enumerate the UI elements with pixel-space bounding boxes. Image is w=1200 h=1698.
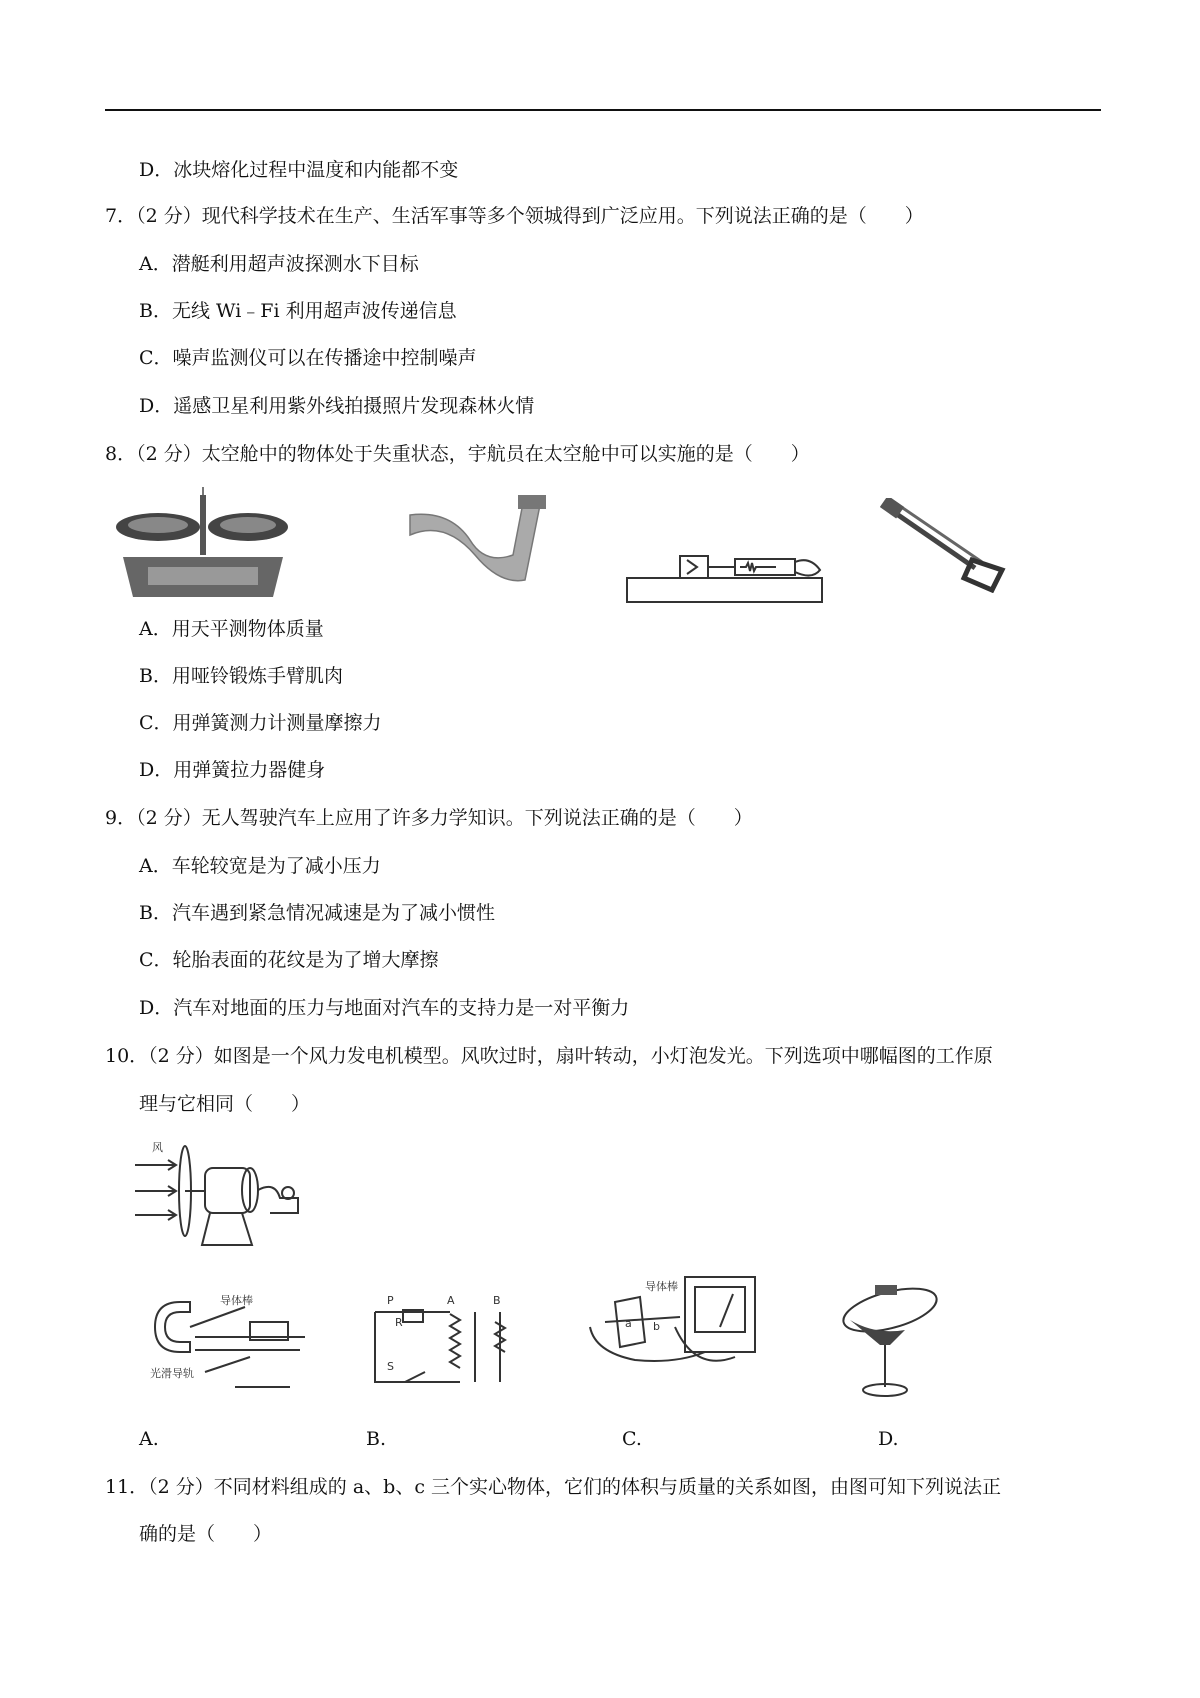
q9-stem: 9．（2 分）无人驾驶汽车上应用了许多力学知识。下列说法正确的是（ ） (105, 807, 753, 829)
q10-option-label-d: D. (878, 1428, 899, 1450)
smooth-rail-label: 光滑导轨 (150, 1367, 194, 1380)
q7-option-c: C．噪声监测仪可以在传播途中控制噪声 (139, 347, 477, 369)
option-d-figure (835, 1275, 945, 1400)
spring-scale-friction-image (625, 550, 830, 605)
option-c-figure (585, 1272, 765, 1402)
q7-option-a: A．潜艇利用超声波探测水下目标 (139, 253, 419, 275)
q7-stem: 7．（2 分）现代科学技术在生产、生活军事等多个领城得到广泛应用。下列说法正确的是（ ） (105, 205, 924, 227)
dumbbell-arm-image (405, 495, 555, 595)
q8-stem: 8．（2 分）太空舱中的物体处于失重状态，宇航员在太空舱中可以实施的是（ ） (105, 443, 810, 465)
header-rule (105, 109, 1101, 111)
label-a: A (447, 1294, 455, 1307)
q9-option-a: A．车轮较宽是为了减小压力 (139, 855, 381, 877)
q9-option-d: D．汽车对地面的压力与地面对汽车的支持力是一对平衡力 (139, 997, 630, 1019)
balance-scale-image (108, 487, 298, 602)
q10-option-label-c: C. (622, 1428, 642, 1450)
label-s: S (387, 1360, 394, 1373)
conductor-rod-label-c: 导体棒 (645, 1280, 678, 1293)
conductor-rod-label: 导体棒 (220, 1294, 253, 1307)
q11-stem-line2: 确的是（ ） (139, 1523, 273, 1545)
q10-option-label-b: B. (366, 1428, 387, 1450)
q9-option-b: B．汽车遇到紧急情况减速是为了减小惯性 (139, 902, 495, 924)
q7-option-d: D．遥感卫星利用紫外线拍摄照片发现森林火情 (139, 395, 535, 417)
chest-expander-image (880, 498, 1010, 593)
wind-label: 风 (152, 1141, 163, 1154)
q7-option-b: B．无线 Wi﹣Fi 利用超声波传递信息 (139, 300, 457, 322)
q6-option-d: D．冰块熔化过程中温度和内能都不变 (139, 159, 459, 181)
option-b-figure (365, 1292, 525, 1392)
option-a-figure (150, 1292, 310, 1392)
label-a-c: a (625, 1317, 632, 1330)
wind-generator-image (130, 1133, 310, 1248)
q10-stem-line2: 理与它相同（ ） (139, 1093, 311, 1115)
q9-option-c: C．轮胎表面的花纹是为了增大摩擦 (139, 949, 439, 971)
q10-option-label-a: A. (139, 1428, 159, 1450)
label-r: R (395, 1316, 403, 1329)
label-p: P (387, 1294, 394, 1307)
q8-option-b: B．用哑铃锻炼手臂肌肉 (139, 665, 343, 687)
label-b-c: b (653, 1320, 660, 1333)
label-b: B (493, 1294, 501, 1307)
q8-option-c: C．用弹簧测力计测量摩擦力 (139, 712, 382, 734)
q8-option-a: A．用天平测物体质量 (139, 618, 324, 640)
q10-stem-line1: 10．（2 分）如图是一个风力发电机模型。风吹过时，扇叶转动，小灯泡发光。下列选项中哪幅图的工作原 (105, 1045, 993, 1067)
q8-option-d: D．用弹簧拉力器健身 (139, 759, 326, 781)
q11-stem-line1: 11．（2 分）不同材料组成的 a、b、c 三个实心物体，它们的体积与质量的关系如图，由图可知下列说法正 (105, 1476, 1002, 1498)
